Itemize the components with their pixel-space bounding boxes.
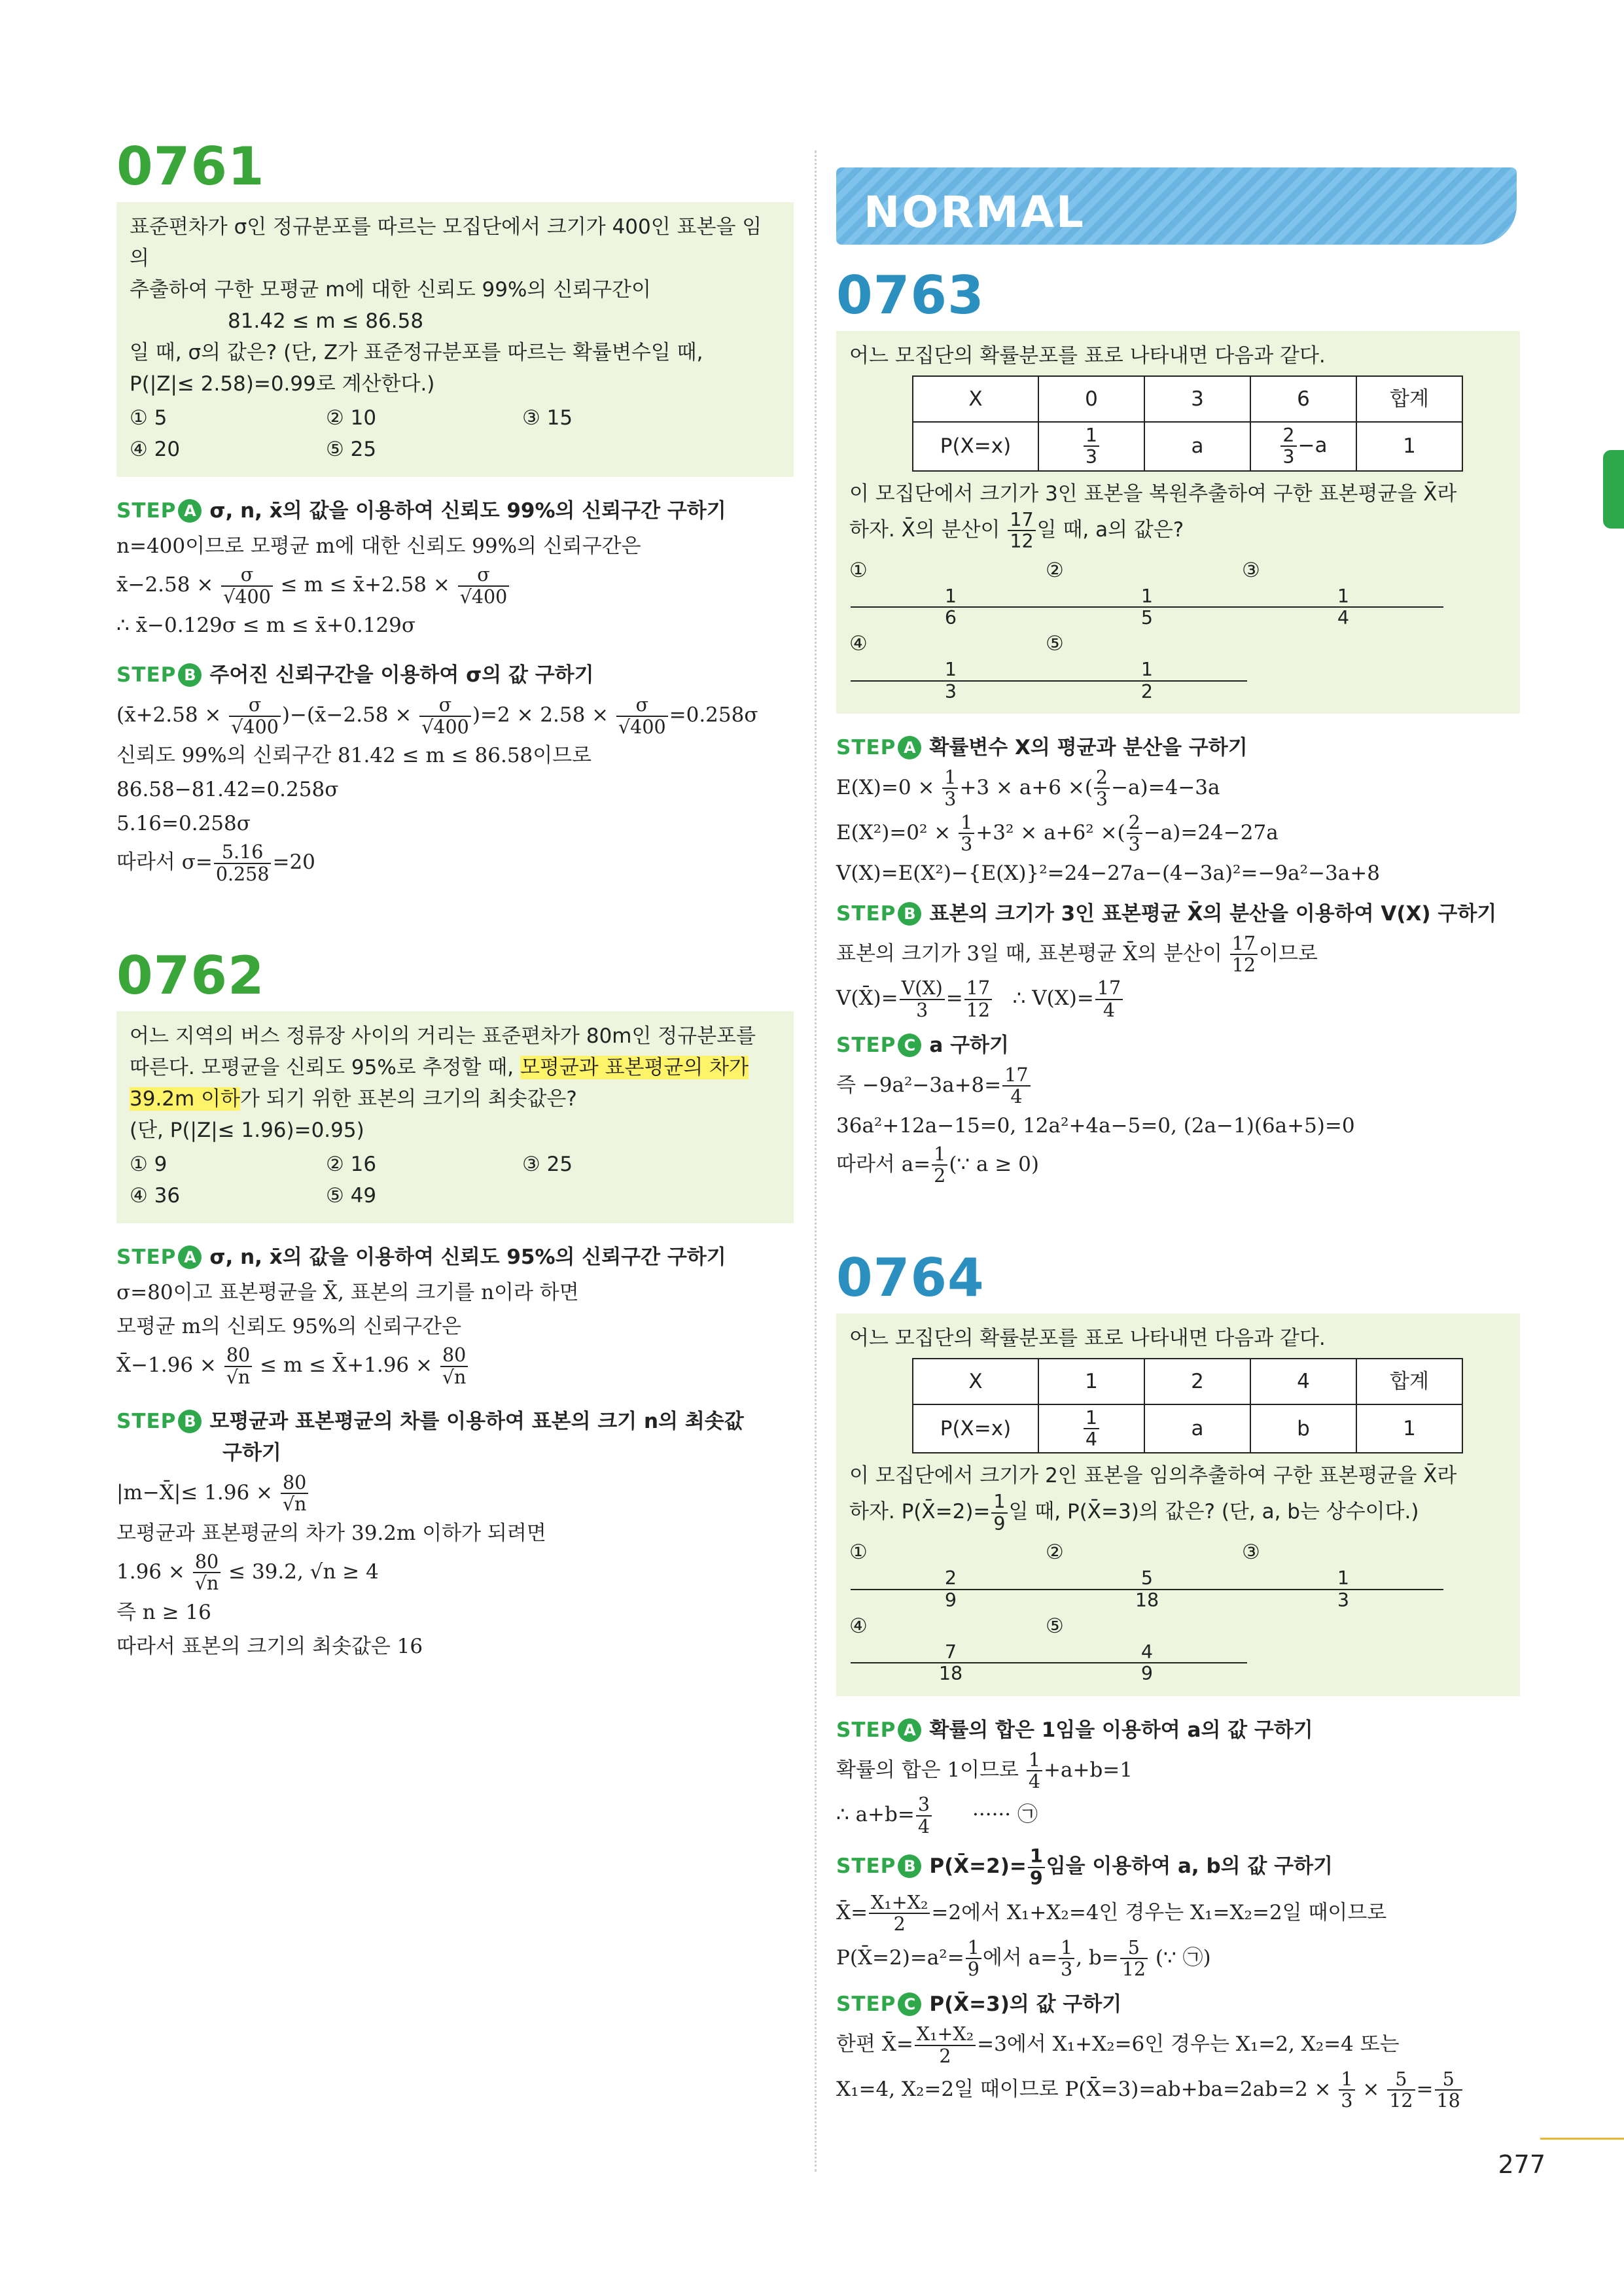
solution-line: 따라서 표본의 크기의 최솟값은 16 <box>116 1634 423 1658</box>
choice-5[interactable]: ⑤ $\frac{1}{2}$ <box>1046 628 1242 702</box>
choice-2[interactable]: ② 16 <box>326 1153 377 1177</box>
table-cell: 3 <box>1144 376 1250 422</box>
probability-table <box>912 1358 1463 1454</box>
solution-line: 확률의 합은 1이므로 $\frac{1}{4}$ +a+b=1 <box>836 1748 1133 1793</box>
problem-0761 <box>116 136 794 885</box>
solution-line: ∴ a+b= $\frac{3}{4}$ ······ ㉠ <box>836 1794 1038 1837</box>
table-cell: $\frac{1}{4}$ <box>1038 1404 1144 1453</box>
problem-number: 0764 <box>836 1247 985 1308</box>
solution-line: E(X)=0 × $\frac{1}{3}$ +3 × a+6 ×( $\frac{2}{3}$ −a)=4−3a <box>836 767 1220 810</box>
question-box <box>116 1011 794 1223</box>
step-heading: STEP C a 구하기 <box>836 1034 1009 1058</box>
table-cell: b <box>1250 1404 1356 1453</box>
solution-line: x̄−2.58 × $\frac{\sigma}{√400}$ ≤ m ≤ x̄+2.58 × $\frac{\sigma}{√400}$ <box>116 565 794 607</box>
chapter-edge-tab <box>1603 450 1624 529</box>
question-interval: 81.42 ≤ m ≤ 86.58 <box>228 309 424 334</box>
solution-line: 1.96 × $\frac{80}{√n}$ ≤ 39.2, √n ≥ 4 <box>116 1550 379 1595</box>
choice-4[interactable]: ④ $\frac{1}{3}$ <box>849 628 1046 702</box>
problem-0763 <box>836 265 1520 1187</box>
table-cell: $\frac{2}{3}$ −a <box>1250 422 1356 471</box>
solution-line: 신뢰도 99%의 신뢰구간 81.42 ≤ m ≤ 86.58이므로 <box>116 744 592 767</box>
answer-choices <box>130 1149 781 1211</box>
answer-choices <box>849 1537 1507 1684</box>
question-box <box>836 1313 1520 1696</box>
column-divider <box>815 150 817 2172</box>
choice-4[interactable]: ④ 20 <box>130 438 181 462</box>
table-cell: 0 <box>1038 376 1144 422</box>
choice-5[interactable]: ⑤ 49 <box>326 1184 377 1208</box>
table-cell: 1 <box>1038 1359 1144 1404</box>
choice-2[interactable]: ② $\frac{5}{18}$ <box>1046 1537 1242 1610</box>
solution-line: X̄= $\frac{\text{X₁+X₂}}{2}$ =2에서 X₁+X₂=4인 경우는 X₁=X₂=2일 때이므로 <box>836 1891 1387 1936</box>
solution <box>116 1242 794 1662</box>
solution-line: X₁=4, X₂=2일 때이므로 P(X̄=3)=ab+ba=2ab=2 × $\frac{1}{3}$ × $\frac{5}{12}$ = $\frac{5}{18}$ <box>836 2069 1520 2112</box>
question-text: (단, P(|Z|≤ 1.96)=0.95) <box>130 1119 364 1142</box>
solution-line: 즉 n ≥ 16 <box>116 1600 211 1624</box>
table-cell: 1 <box>1356 422 1462 471</box>
table-cell: P(X=x) <box>913 1404 1038 1453</box>
highlighted-text: 모평균과 표본평균의 차가 <box>520 1055 749 1079</box>
choice-2[interactable]: ② $\frac{1}{5}$ <box>1046 555 1242 629</box>
table-cell: a <box>1144 1404 1250 1453</box>
choice-5[interactable]: ⑤ $\frac{4}{9}$ <box>1046 1610 1242 1684</box>
question-text: 따른다. 모평균을 신뢰도 95%로 추정할 때, 모평균과 표본평균의 차가 <box>130 1055 749 1079</box>
choice-4[interactable]: ④ 36 <box>130 1184 181 1208</box>
solution-line: σ=80이고 표본평균을 X̄, 표본의 크기를 n이라 하면 <box>116 1281 579 1305</box>
right-column <box>836 149 1520 2114</box>
table-cell: X <box>913 376 1038 422</box>
choice-1[interactable]: ① 5 <box>130 406 168 430</box>
solution-line: P(X̄=2)=a²= $\frac{1}{9}$ 에서 a= $\frac{1}{3}$ , b= $\frac{5}{12}$ (∵ ㉠) <box>836 1936 1211 1980</box>
question-text: 어느 모집단의 확률분포를 표로 나타내면 다음과 같다. <box>849 344 1326 368</box>
choice-4[interactable]: ④ $\frac{7}{18}$ <box>849 1610 1046 1684</box>
choice-3[interactable]: ③ $\frac{1}{3}$ <box>1242 1537 1438 1610</box>
question-text: 이 모집단에서 크기가 2인 표본을 임의추출하여 구한 표본평균을 X̄라 <box>849 1464 1457 1488</box>
difficulty-banner: NORMAL <box>836 167 1517 245</box>
solution-line: 즉 −9a²−3a+8= $\frac{17}{4}$ <box>836 1065 1520 1107</box>
solution-line: 한편 X̄= $\frac{\text{X₁+X₂}}{2}$ =3에서 X₁+X₂=6인 경우는 X₁=2, X₂=4 또는 <box>836 2023 1400 2067</box>
solution-line: X̄−1.96 × $\frac{80}{√n}$ ≤ m ≤ X̄+1.96 × $\frac{80}{√n}$ <box>116 1345 794 1387</box>
solution-line: |m−X̄|≤ 1.96 × $\frac{80}{√n}$ <box>116 1472 794 1515</box>
step-heading: STEP B P(X̄=2)= $\frac{1}{9}$ 임을 이용하여 a, b의 값 구하기 <box>836 1845 1333 1889</box>
step-heading: STEP A 확률변수 X의 평균과 분산을 구하기 <box>836 736 1248 760</box>
answer-choices <box>849 555 1507 703</box>
question-text: 추출하여 구한 모평균 m에 대한 신뢰도 99%의 신뢰구간이 <box>130 278 651 302</box>
solution-line: n=400이므로 모평균 m에 대한 신뢰도 99%의 신뢰구간은 <box>116 534 641 559</box>
left-column <box>116 136 794 1665</box>
step-heading: STEP B 모평균과 표본평균의 차를 이용하여 표본의 크기 n의 최솟값 구하기 <box>116 1410 744 1465</box>
choice-1[interactable]: ① $\frac{2}{9}$ <box>849 1537 1046 1610</box>
step-heading: STEP A 확률의 합은 1임을 이용하여 a의 값 구하기 <box>836 1718 1313 1742</box>
solution-line: ∴ x̄−0.129σ ≤ m ≤ x̄+0.129σ <box>116 614 416 638</box>
solution-line: 모평균과 표본평균의 차가 39.2m 이하가 되려면 <box>116 1521 546 1545</box>
question-text: 이 모집단에서 크기가 3인 표본을 복원추출하여 구한 표본평균을 X̄라 <box>849 481 1457 506</box>
solution <box>836 732 1520 1187</box>
choice-2[interactable]: ② 10 <box>326 406 377 430</box>
table-cell: 합계 <box>1356 1359 1462 1404</box>
question-box <box>116 202 794 477</box>
highlighted-text: 39.2m 이하 <box>130 1087 240 1111</box>
solution <box>836 1714 1520 2112</box>
solution-line: V(X̄)= $\frac{V(X)}{3}$ = $\frac{17}{12}$ ∴ V(X)= $\frac{17}{4}$ <box>836 978 1520 1020</box>
problem-number: 0763 <box>836 265 985 326</box>
solution-line: 표본의 크기가 3일 때, 표본평균 X̄의 분산이 $\frac{17}{12}$ 이므로 <box>836 932 1318 976</box>
table-cell: a <box>1144 422 1250 471</box>
table-cell: 4 <box>1250 1359 1356 1404</box>
solution-line: 따라서 σ= $\frac{5.16}{0.258}$ =20 <box>116 841 315 885</box>
page-number-rule <box>1540 2138 1624 2140</box>
problem-0764 <box>836 1247 1520 2112</box>
solution-line: 5.16=0.258σ <box>116 812 251 836</box>
question-text: 어느 모집단의 확률분포를 표로 나타내면 다음과 같다. <box>849 1326 1326 1350</box>
choice-3[interactable]: ③ 25 <box>522 1153 573 1177</box>
choice-1[interactable]: ① 9 <box>130 1153 168 1177</box>
question-text: 일 때, σ의 값은? (단, Z가 표준정규분포를 따르는 확률변수일 때, <box>130 341 703 365</box>
question-text: P(|Z|≤ 2.58)=0.99로 계산한다.) <box>130 372 435 396</box>
question-box <box>836 331 1520 714</box>
table-cell: P(X=x) <box>913 422 1038 471</box>
step-heading: STEP A σ, n, x̄의 값을 이용하여 신뢰도 99%의 신뢰구간 구하기 <box>116 499 726 523</box>
choice-5[interactable]: ⑤ 25 <box>326 438 377 462</box>
solution-line: E(X²)=0² × $\frac{1}{3}$ +3² × a+6² ×( $\frac{2}{3}$ −a)=24−27a <box>836 811 1279 856</box>
table-cell: $\frac{1}{3}$ <box>1038 422 1144 471</box>
choice-3[interactable]: ③ 15 <box>522 406 573 430</box>
solution-line: (x̄+2.58 × $\frac{\sigma}{√400}$ )−(x̄−2.58 × $\frac{\sigma}{√400}$ )=2 × 2.58 × $\frac{\sigma}{√400}$ =0.258σ <box>116 694 758 738</box>
question-text: 39.2m 이하가 되기 위한 표본의 크기의 최솟값은? <box>130 1087 577 1111</box>
choice-3[interactable]: ③ $\frac{1}{4}$ <box>1242 555 1438 629</box>
question-text: 어느 지역의 버스 정류장 사이의 거리는 표준편차가 80m인 정규분포를 <box>130 1024 756 1048</box>
problem-number: 0762 <box>116 945 265 1006</box>
question-text: 하자. P(X̄=2)= $\frac{1}{9}$ 일 때, P(X̄=3)의 값은? (단, a, b는 상수이다.) <box>849 1491 1419 1535</box>
table-cell: 2 <box>1144 1359 1250 1404</box>
table-cell: 6 <box>1250 376 1356 422</box>
solution-line: 모평균 m의 신뢰도 95%의 신뢰구간은 <box>116 1315 462 1339</box>
step-heading: STEP B 표본의 크기가 3인 표본평균 X̄의 분산을 이용하여 V(X) 구하기 <box>836 901 1497 926</box>
table-cell: X <box>913 1359 1038 1404</box>
solution <box>116 495 794 884</box>
problem-number: 0761 <box>116 136 265 197</box>
answer-choices <box>130 402 781 465</box>
question-text: 표준편차가 σ인 정규분포를 따르는 모집단에서 크기가 400인 표본을 임의 <box>130 215 762 271</box>
table-cell: 합계 <box>1356 376 1462 422</box>
solution-line: V(X)=E(X²)−{E(X)}²=24−27a−(4−3a)²=−9a²−3a+8 <box>836 861 1380 885</box>
choice-1[interactable]: ① $\frac{1}{6}$ <box>849 555 1046 629</box>
solution-line: 따라서 a= $\frac{1}{2}$ (∵ a ≥ 0) <box>836 1143 1039 1187</box>
probability-table <box>912 375 1463 472</box>
solution-line: 36a²+12a−15=0, 12a²+4a−5=0, (2a−1)(6a+5)=0 <box>836 1113 1355 1138</box>
step-heading: STEP C P(X̄=3)의 값 구하기 <box>836 1992 1122 2017</box>
table-cell: 1 <box>1356 1404 1462 1453</box>
solution-line: 86.58−81.42=0.258σ <box>116 778 339 802</box>
problem-0762 <box>116 945 794 1662</box>
page-number: 277 <box>1498 2150 1545 2179</box>
question-text: 하자. X̄의 분산이 $\frac{17}{12}$ 일 때, a의 값은? <box>849 508 1184 553</box>
step-heading: STEP A σ, n, x̄의 값을 이용하여 신뢰도 95%의 신뢰구간 구하기 <box>116 1245 726 1270</box>
step-heading: STEP B 주어진 신뢰구간을 이용하여 σ의 값 구하기 <box>116 663 594 687</box>
